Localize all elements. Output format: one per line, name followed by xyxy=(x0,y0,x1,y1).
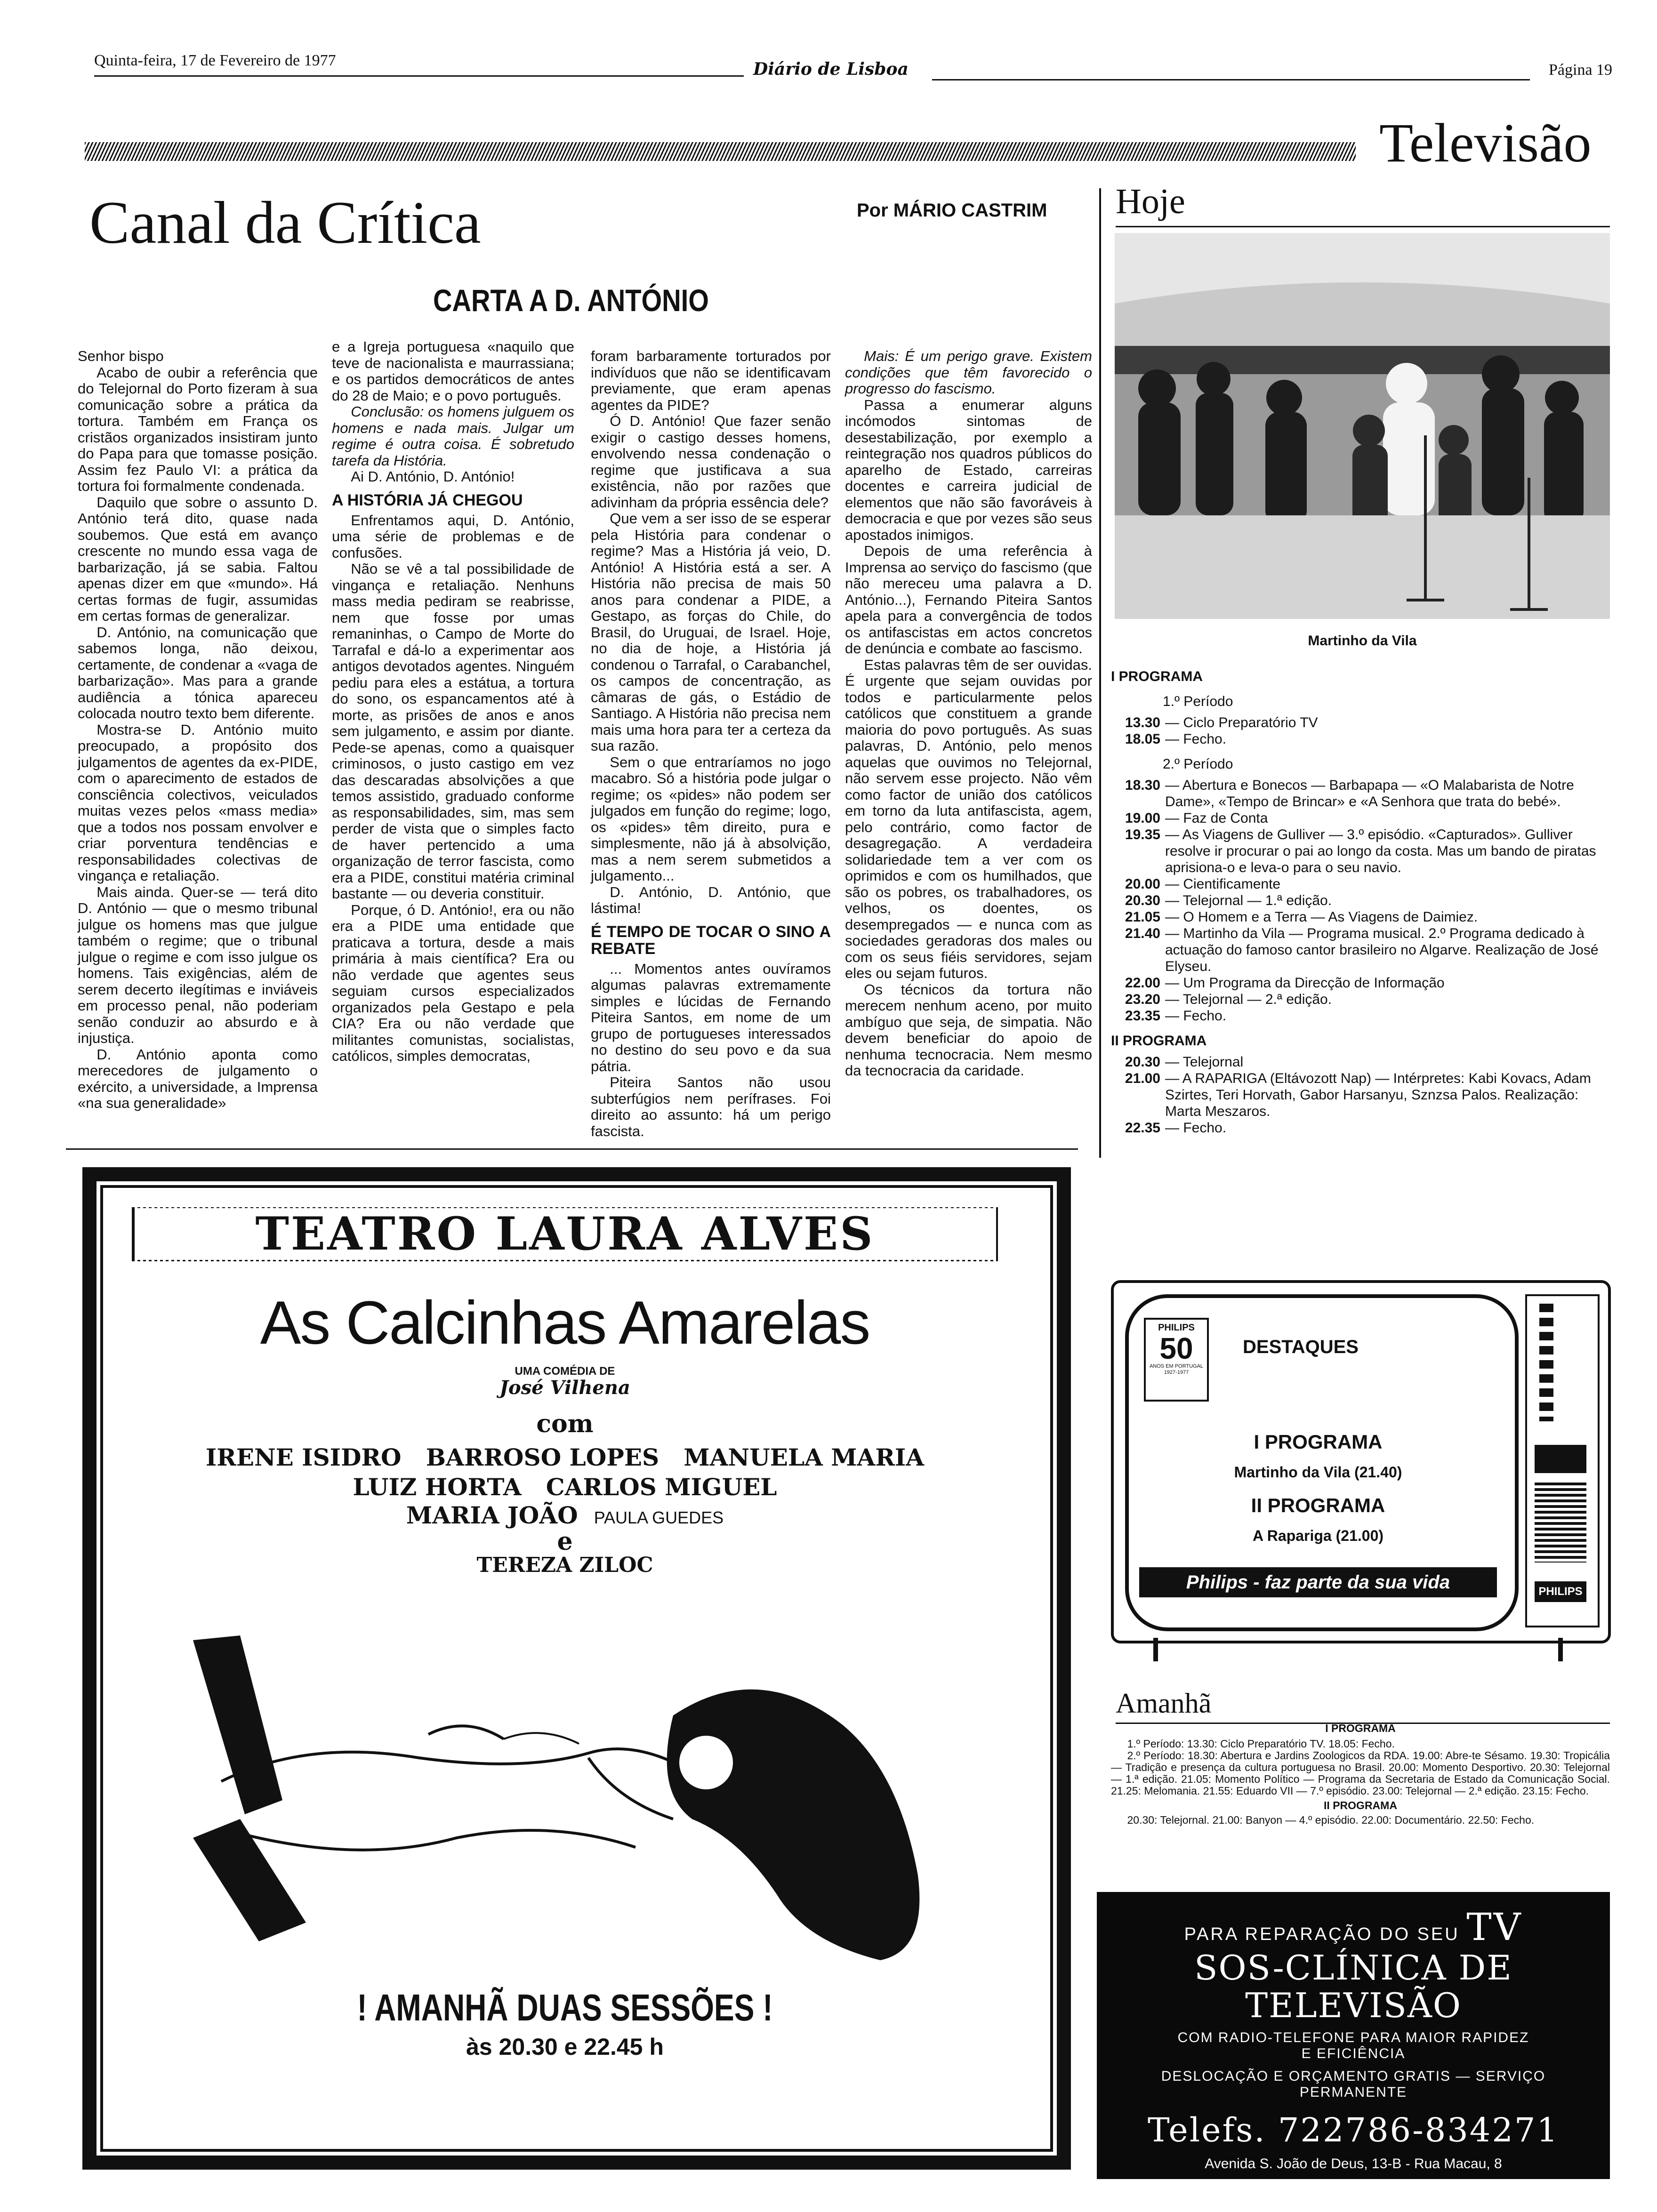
article-paragraph: D. António aponta como merecedores de julgamento o exército, a universidade, a Imprensa «na sua generalidade» xyxy=(78,1046,318,1111)
article-paragraph: Estas palavras têm de ser ouvidas. É urgente que sejam ouvidas por todos e particularmente pelos católicos que constituem a grande maioria do povo português. As suas palavras, D. António, pelo menos aquelas que ouvimos no Telejornal, não servem esse projecto. Não vêm como factor de união dos católicos em torno da luta antifascista, agem, pelo contrário, como factor de desagregação. A verdadeira solidariedade tem a ver com os oprimidos e com os humilhados, que são os pobres, os trabalhadores, os velhos, os doentes, os desempregados — e nunca com as sociedades geradoras dos males ou com os seus fiéis servidores, sejam eles ou sejam futuros. xyxy=(845,656,1092,981)
schedule-time: 13.30 xyxy=(1125,715,1160,730)
cast-and: e xyxy=(557,1527,573,1556)
tomorrow-line-2: 2.º Período: 18.30: Abertura e Jardins Zoologicos da RDA. 19.00: Abre-te Sésamo. 19.30: Tropicália — Tradição e presença da cultura portuguesa no Brasil. 20.00: Momento Desportivo. 20.30: Telejornal — 1.ª edição. 21.05: Momento Político — Programa da Secretaria de Estado da Comunicação Social. 21.25: Melomania. 21.55: Eduardo VII — 7.º episódio. 23.00: Telejornal — 2.ª edição. 23.15: Fecho. xyxy=(1111,1749,1610,1797)
tv-speaker xyxy=(1535,1483,1586,1563)
venue-name: TEATRO LAURA ALVES xyxy=(137,1208,993,1260)
schedule-time: 21.05 xyxy=(1125,909,1160,925)
article-column-3 xyxy=(591,348,831,1139)
schedule-description: — Abertura e Bonecos — Barbapapa — «O Malabarista de Notre Dame», «Tempo de Brincar» e «A Senhora que trata do bebé». xyxy=(1165,777,1574,809)
article-paragraph: ... Momentos antes ouvíramos algumas palavras extremamente simples e lúcidas de Fernando Piteira Santos, em nome de um grupo de portugueses interessados no destino do seu povo e da sua pátria. xyxy=(591,960,831,1074)
photo-caption: Martinho da Vila xyxy=(1308,633,1417,649)
tv-column-rule xyxy=(1099,188,1101,1158)
play-title: As Calcinhas Amarelas xyxy=(260,1288,870,1357)
article-column-4 xyxy=(845,348,1092,1079)
schedule-entry xyxy=(1111,1070,1615,1120)
schedule-description: — As Viagens de Gulliver — 3.º episódio. «Capturados». Gulliver resolve ir procurar o pai ao longo da costa. Mas um bando de piratas aprisiona-o e leva-o para o seu navio. xyxy=(1165,827,1596,875)
tomorrow-schedule xyxy=(1111,1723,1610,1826)
philips-anniversary-badge: PHILIPS 50 ANOS EM PORTUGAL 1927-1977 xyxy=(1144,1318,1209,1402)
sos-tv: TV xyxy=(1466,1905,1523,1949)
schedule-description: — Ciclo Preparatório TV xyxy=(1165,715,1318,730)
period-2-list xyxy=(1111,777,1615,1024)
schedule-entry xyxy=(1111,826,1615,876)
cast-row-4: TEREZA ZILOC xyxy=(476,1553,653,1577)
program-1-label: I PROGRAMA xyxy=(1111,669,1203,684)
schedule-time: 23.35 xyxy=(1125,1008,1160,1024)
tv-stand-left xyxy=(1153,1638,1158,1661)
schedule-time: 19.35 xyxy=(1125,827,1160,842)
schedule-entry xyxy=(1111,909,1615,925)
highlights-title: DESTAQUES xyxy=(1243,1337,1359,1357)
period-1-label: 1.º Período xyxy=(1163,694,1233,709)
schedule-time: 18.05 xyxy=(1125,731,1160,747)
page-number: Página 19 xyxy=(1549,61,1613,79)
schedule-entry xyxy=(1111,1120,1615,1136)
schedule-description: — A RAPARIGA (Eltávozott Nap) — Intérpretes: Kabi Kovacs, Adam Szirtes, Teri Horvath, Gabor Harsanyu, Sznzsa Palos. Realização: Marta Meszaros. xyxy=(1165,1071,1591,1119)
article-paragraph: Sem o que entraríamos no jogo macabro. Só a história pode julgar o regime; os «pides» não podem ser julgados em função do regime; logo, os «pides» têm direito, pura e simplesmente, não já à absolvição, mas a nem serem submetidos a julgamento... xyxy=(591,753,831,884)
section-title: Televisão xyxy=(1379,112,1592,174)
sos-line-1: PARA REPARAÇÃO DO SEU TV xyxy=(1184,1905,1523,1949)
highlights-item-1: Martinho da Vila (21.40) xyxy=(1234,1464,1402,1481)
schedule-description: — Faz de Conta xyxy=(1165,810,1268,826)
article-paragraph: Mostra-se D. António muito preocupado, a propósito dos julgamentos de agentes da ex-PIDE, com o aparecimento de estados de consciência colectivos, veiculados muitas vezes pelos «mass media» que a todos nos possam envolver e criar porventura tendências e responsabilidades colectivas de vingança e retaliação. xyxy=(78,721,318,884)
article-paragraph: foram barbaramente torturados por indivíduos que não se identificavam previamente, que eram apenas agentes da PIDE? xyxy=(591,348,831,413)
article-paragraph: Senhor bispo xyxy=(78,348,164,364)
philips-slogan: Philips - faz parte da sua vida xyxy=(1139,1567,1497,1597)
period-1-list xyxy=(1111,714,1615,747)
article-paragraph: Depois de uma referência à Imprensa ao serviço do fascismo (que não mereceu uma palavra a D. António...), Fernando Piteira Santos apela para a convergência de todos os antifascistas em actos concretos de denúncia e combate ao fascismo. xyxy=(845,543,1092,657)
program-2-list xyxy=(1111,1054,1615,1136)
schedule-time: 22.00 xyxy=(1125,975,1160,991)
issue-date: Quinta-feira, 17 de Fevereiro de 1977 xyxy=(94,52,336,69)
schedule-description: — Um Programa da Direcção de Informação xyxy=(1165,975,1445,991)
article-paragraph: D. António, D. António, que lástima! xyxy=(591,883,831,916)
theatre-ad-inner xyxy=(122,1207,1031,2148)
schedule-time: 20.00 xyxy=(1125,876,1160,892)
schedule-time: 20.30 xyxy=(1125,1054,1160,1070)
schedule-time: 21.40 xyxy=(1125,926,1160,941)
tomorrow-line-1: 1.º Período: 13.30: Ciclo Preparatório TV. 18.05: Fecho. xyxy=(1127,1738,1395,1750)
tv-stand-right xyxy=(1558,1638,1563,1661)
sos-line-6: PERMANENTE xyxy=(1299,2084,1408,2100)
article-paragraph: Piteira Santos não usou subterfúgios nem perífrases. Foi direito ao assunto: há um perigo fascista. xyxy=(591,1074,831,1139)
sos-line-5: DESLOCAÇÃO E ORÇAMENTO GRATIS — SERVIÇO xyxy=(1161,2068,1546,2084)
schedule-time: 22.35 xyxy=(1125,1120,1160,1136)
schedule-time: 18.30 xyxy=(1125,777,1160,793)
article-paragraph: Enfrentamos aqui, D. António, uma série de problemas e de confusões. xyxy=(332,512,574,561)
sos-phones: Telefs. 722786-834271 xyxy=(1148,2111,1559,2149)
sos-line-4: E EFICIÊNCIA xyxy=(1301,2046,1406,2061)
concert-photo xyxy=(1115,233,1610,619)
article-paragraph: Mais ainda. Quer-se — terá dito D. António — que o mesmo tribunal julgue os homens mas que julgue também o regime; que o tribunal julgue o regime e com isso julgue os homens. Tais exigências, além de serem decerto ilegítimas e inviáveis em processo penal, não poderiam senão conduzir ao absurdo e à injustiça. xyxy=(78,883,318,1046)
article-bottom-rule xyxy=(66,1148,1078,1150)
schedule-entry xyxy=(1111,810,1615,826)
article-title: CARTA A D. ANTÓNIO xyxy=(433,283,709,318)
promo-times: às 20.30 e 22.45 h xyxy=(466,2034,664,2060)
article-paragraph: Daquilo que sobre o assunto D. António terá dito, quase nada soubemos. Que está em avanço crescente no mundo essa vaga de barbarização, já se sabia. Faltou apenas dizer em que «mundo». Há certas formas de fugir, assumidas em certas formas de generalizar. xyxy=(78,494,318,624)
schedule-entry xyxy=(1111,975,1615,991)
schedule-time: 21.00 xyxy=(1125,1071,1160,1086)
today-heading: Hoje xyxy=(1116,182,1185,221)
sos-ad xyxy=(1097,1892,1610,2179)
schedule-description: — Cientificamente xyxy=(1165,876,1281,892)
article-column-2 xyxy=(332,339,574,1065)
schedule-entry xyxy=(1111,1054,1615,1070)
article-byline: Por MÁRIO CASTRIM xyxy=(857,200,1047,221)
schedule-time: 23.20 xyxy=(1125,992,1160,1007)
sos-name: SOS-CLÍNICA DE TELEVISÃO xyxy=(1194,1948,1512,2025)
article-paragraph: e a Igreja portuguesa «naquilo que teve de nacionalista e maurrassiana; e os partidos democráticos de antes do 28 de Maio; e o povo português. xyxy=(332,338,574,404)
tv-schedule xyxy=(1111,668,1615,1136)
schedule-description: — Telejornal xyxy=(1165,1054,1244,1070)
cast-row-1: IRENE ISIDRO BARROSO LOPES MANUELA MARIA xyxy=(205,1443,925,1471)
schedule-entry xyxy=(1111,876,1615,892)
reclining-woman-illustration xyxy=(165,1537,965,1970)
schedule-description: — O Homem e a Terra — As Viagens de Daimiez. xyxy=(1165,909,1478,925)
tv-buttons xyxy=(1539,1304,1553,1421)
article-paragraph: Porque, ó D. António!, era ou não era a PIDE uma entidade que praticava a tortura, desde a mais primária à mais científica? Era ou não verdade que agentes seus seguiam cursos especializados organizados pela Gestapo e pela CIA? Era ou não verdade que militantes comunistas, socialistas, católicos, simples democratas, xyxy=(332,901,574,1064)
schedule-entry xyxy=(1111,714,1615,731)
article-paragraph: Os técnicos da tortura não merecem nenhum aceno, por muito ambíguo que seja, de simpatia. Não devem beneficiar do apoio de nenhuma tecnocracia. Nem mesmo da tecnocracia da caridade. xyxy=(845,981,1092,1079)
today-rule xyxy=(1116,226,1610,227)
schedule-entry xyxy=(1111,731,1615,747)
tomorrow-line-3: 20.30: Telejornal. 21.00: Banyon — 4.º episódio. 22.00: Documentário. 22.50: Fecho. xyxy=(1127,1814,1535,1826)
highlights-item-2: A Rapariga (21.00) xyxy=(1252,1527,1384,1544)
schedule-entry xyxy=(1111,1008,1615,1024)
program-2-label: II PROGRAMA xyxy=(1111,1033,1207,1049)
tomorrow-program-1: I PROGRAMA xyxy=(1325,1722,1396,1734)
article-paragraph: Acabo de oubir a referência que do Telejornal do Porto fizeram à sua comunicação sobre a prática da tortura. Também em França os cristãos organizados insistiram junto do Papa para que tomasse posição. Assim fez Paulo VI: a prática da tortura foi formalmente condenada. xyxy=(78,364,318,494)
schedule-entry xyxy=(1111,925,1615,975)
schedule-description: — Martinho da Vila — Programa musical. 2.º Programa dedicado à actuação do famoso cantor brasileiro no Algarve. Realização de José Elyseu. xyxy=(1165,926,1599,974)
schedule-description: — Fecho. xyxy=(1165,1008,1227,1024)
schedule-entry xyxy=(1111,892,1615,909)
highlights-program-2: II PROGRAMA xyxy=(1251,1494,1385,1516)
tomorrow-heading: Amanhã xyxy=(1116,1688,1212,1719)
masthead: Diário de Lisboa xyxy=(753,59,909,79)
schedule-description: — Telejornal — 2.ª edição. xyxy=(1165,992,1332,1007)
schedule-description: — Fecho. xyxy=(1165,731,1227,747)
cast-with: com xyxy=(536,1410,594,1438)
promo-sessions: ! AMANHÃ DUAS SESSÕES ! xyxy=(357,1987,773,2028)
article-column-1 xyxy=(78,348,318,1112)
tv-brand-plate: PHILIPS xyxy=(1535,1581,1586,1602)
schedule-description: — Telejornal — 1.ª edição. xyxy=(1165,893,1332,908)
schedule-time: 19.00 xyxy=(1125,810,1160,826)
article-paragraph: Ai D. António, D. António! xyxy=(351,468,515,485)
cast-row-3: MARIA JOÃO PAULA GUEDES xyxy=(406,1501,724,1529)
article-kicker: Canal da Crítica xyxy=(89,189,481,256)
play-author: José Vilhena xyxy=(499,1377,630,1399)
schedule-description: — Fecho. xyxy=(1165,1120,1227,1136)
philips-ad xyxy=(1111,1280,1610,1666)
article-subheading: É TEMPO DE TOCAR O SINO A REBATE xyxy=(591,922,831,958)
article-paragraph: D. António, na comunicação que sabemos longa, não deixou, certamente, de condenar a «vaga de barbarização». Mas para a grande audiência a tónica apareceu colocada noutro texto bem diferente. xyxy=(78,624,318,721)
tomorrow-program-2: II PROGRAMA xyxy=(1324,1799,1397,1811)
sos-line-3: COM RADIO-TELEFONE PARA MAIOR RAPIDEZ xyxy=(1177,2030,1529,2045)
article-paragraph: Ó D. António! Que fazer senão exigir o castigo desses homens, envolvendo nessa condenação o regime que justificava a sua existência, não por razões que adivinham da própria essência dele? xyxy=(591,413,831,511)
article-paragraph: Que vem a ser isso de se esperar pela História para condenar o regime? Mas a História já veio, D. António! A História está a ser. A História não precisa de mais 50 anos para condenar a PIDE, a Gestapo, as forças do Chile, do Brasil, do Uruguai, de Israel. Hoje, no dia de hoje, a História já condenou o Tarrafal, o Carabanchel, os campos de concentração, as câmaras de gás, o Estádio de Santiago. A História não precisa nem mais uma hora para ter a certeza da sua razão. xyxy=(591,510,831,754)
article-paragraph: Conclusão: os homens julguem os homens e nada mais. Julgar um regime é outra coisa. É sobretudo tarefa da História. xyxy=(332,403,574,469)
period-2-label: 2.º Período xyxy=(1163,756,1233,772)
schedule-entry xyxy=(1111,991,1615,1008)
tv-dial xyxy=(1535,1445,1586,1473)
schedule-time: 20.30 xyxy=(1125,893,1160,908)
article-subheading: A HISTÓRIA JÁ CHEGOU xyxy=(332,491,523,509)
schedule-entry xyxy=(1111,777,1615,810)
highlights-program-1: I PROGRAMA xyxy=(1254,1431,1383,1453)
play-tagline: UMA COMÉDIA DE xyxy=(515,1365,615,1378)
cast-row-2: LUIZ HORTA CARLOS MIGUEL xyxy=(353,1473,777,1501)
section-stripe xyxy=(85,142,1356,161)
masthead-rule xyxy=(932,79,1530,80)
sos-address: Avenida S. João de Deus, 13-B - Rua Macau, 8 xyxy=(1205,2156,1502,2172)
article-paragraph: Passa a enumerar alguns incómodos sintomas de desestabilização, por exemplo a reintegração nos quadros públicos do aparelho de Estado, carreiras docentes e carreira judicial de elementos que não são favoráveis à democracia e que por vezes são seus apostados inimigos. xyxy=(845,396,1092,543)
article-paragraph: Mais: É um perigo grave. Existem condições que têm favorecido o progresso do fascismo. xyxy=(845,348,1092,397)
date-rule xyxy=(94,75,744,77)
article-paragraph: Não se vê a tal possibilidade de vingança e retaliação. Nenhuns mass media pediram se reabrisse, nem que fosse por umas remaninhas, o Campo de Morte do Tarrafal e dá-lo a experimentar aos antigos devotados agentes. Ninguém pediu para eles a estátua, a tortura do sono, os espancamentos até à morte, as prisões de anos e anos sem julgamento, e assim por diante. Pede-se apenas, como a quaisquer criminosos, o justo castigo em vez das descaradas absolvições a que temos assistido, graduado conforme as responsabilidades, sim, mas sem perder de vista que o simples facto de haver pertencido a uma organização de terror fascista, como era a PIDE, constitui matéria criminal bastante — ou deveria constituir. xyxy=(332,561,574,902)
